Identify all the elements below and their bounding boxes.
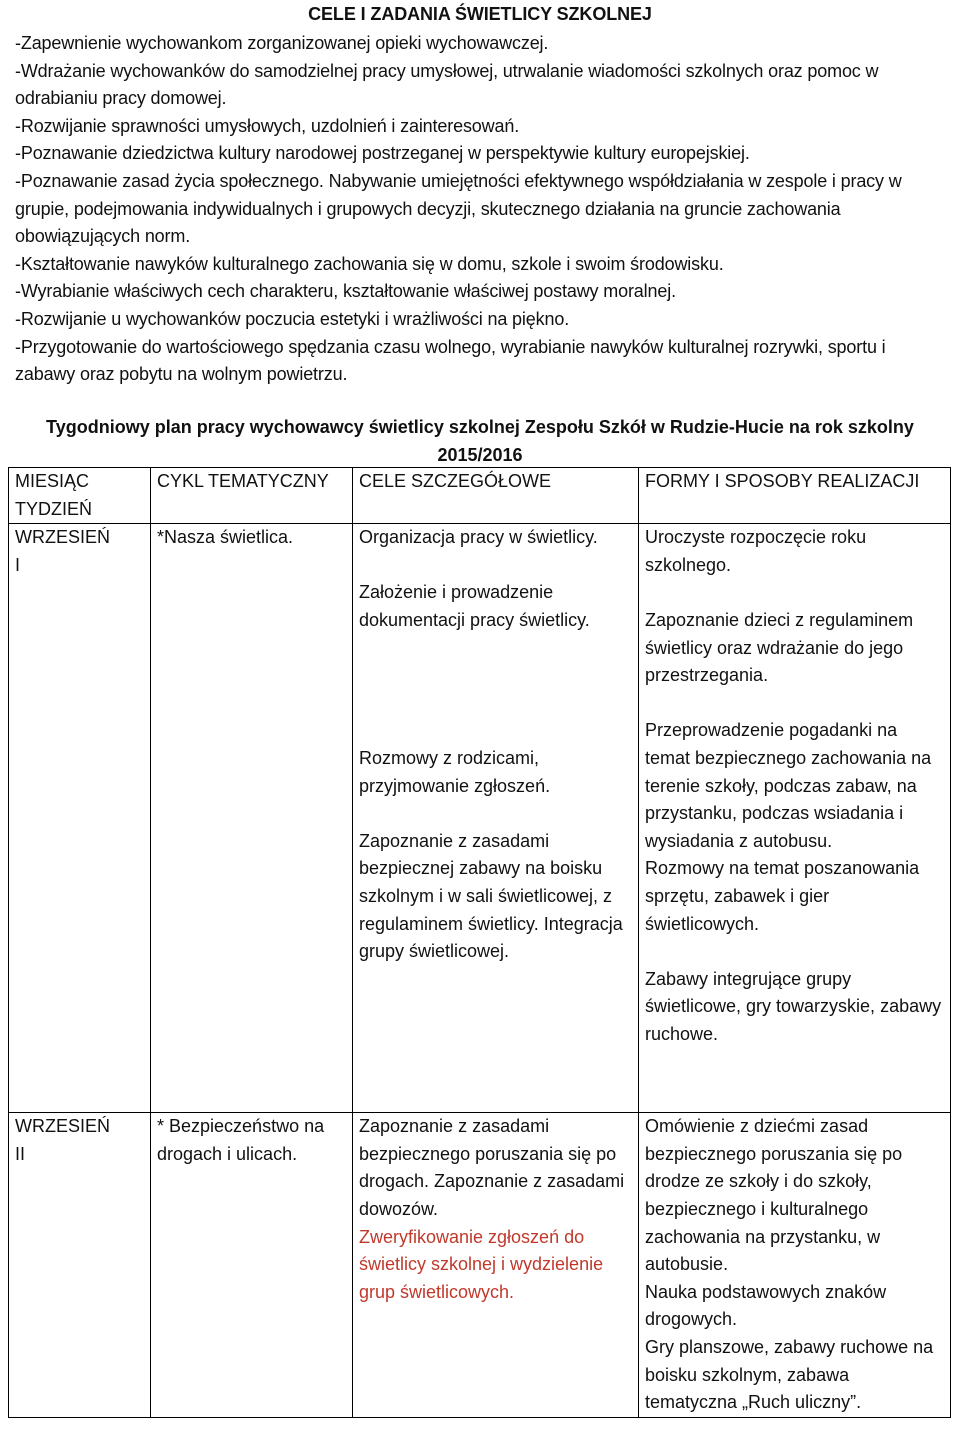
cell-topic [151,524,353,1113]
form-text: Omówienie z dziećmi zasad bezpiecznego poruszania się po drodze ze szkoły i do szkoły, bezpiecznego i kulturalnego zachowania na przystanku, w autobusie. [645,1116,903,1275]
goal-item: -Wdrażanie wychowanków do samodzielnej pracy umysłowej, utrwalanie wiadomości szkolnych oraz pomoc w odrabianiu pracy domowej. [15,60,879,109]
goal-item: -Rozwijanie u wychowanków poczucia estetyki i wrażliwości na piękno. [15,308,570,329]
goal-text: Zapoznanie z zasadami bezpiecznej zabawy na boisku szkolnym i w sali świetlicowej, z regulaminem świetlicy. Integracja grupy świetlicowej. [359,830,623,962]
form-text: Uroczyste rozpoczęcie roku szkolnego. [645,527,867,575]
goal-text: Organizacja pracy w świetlicy. [359,527,598,548]
cell-month-week [9,524,151,1113]
month-label: WRZESIEŃ [15,527,111,548]
cell-goals [353,1113,639,1418]
goal-text: Zapoznanie z zasadami bezpiecznego poruszania się po drogach. Zapoznanie z zasadami dowozów. [359,1116,625,1219]
goal-item: -Wyrabianie właściwych cech charakteru, kształtowanie właściwej postawy moralnej. [15,281,676,302]
header-forms: FORMY I SPOSOBY REALIZACJI [639,468,951,524]
form-text: Zapoznanie dzieci z regulaminem świetlicy oraz wdrażanie do jego przestrzegania. [645,609,914,686]
week-label: II [15,1143,26,1164]
document-title: CELE I ZADANIA ŚWIETLICY SZKOLNEJ [308,4,652,24]
goal-item: -Rozwijanie sprawności umysłowych, uzdolnień i zainteresowań. [15,115,520,136]
goals-list [15,30,950,389]
goal-text: Założenie i prowadzenie dokumentacji pracy świetlicy. [359,582,590,630]
goal-text-highlight: Zweryfikowanie zgłoszeń do świetlicy szkolnej i wydzielenie grup świetlicowych. [359,1226,604,1302]
cell-goals [353,524,639,1113]
goal-item: -Poznawanie zasad życia społecznego. Nabywanie umiejętności efektywnego współdziałania w zespole i pracy w grupie, podejmowania indywidualnych i grupowych decyzji, skutecznego działania na gruncie zachowania obowiązujących norm. [15,170,902,247]
plan-table [8,467,951,1418]
form-text: Przeprowadzenie pogadanki na temat bezpiecznego zachowania na terenie szkoły, podczas zabaw, na przystanku, podczas wsiadania i wysiadania z autobusu. [645,720,932,851]
goal-text: Rozmowy z rodzicami, przyjmowanie zgłoszeń. [359,747,551,796]
goal-item: -Poznawanie dziedzictwa kultury narodowej postrzeganej w perspektywie kultury europejskiej. [15,143,750,164]
table-row [9,524,951,1113]
form-text: Zabawy integrujące grupy świetlicowe, gry towarzyskie, zabawy ruchowe. [645,968,942,1044]
header-month-week: MIESIĄC TYDZIEŃ [9,468,151,524]
cell-month-week [9,1113,151,1418]
topic-label: *Nasza świetlica. [157,527,294,548]
form-text: Gry planszowe, zabawy ruchowe na boisku szkolnym, zabawa tematyczna „Ruch uliczny”. [645,1336,934,1413]
topic-label: * Bezpieczeństwo na drogach i ulicach. [157,1116,325,1164]
goal-item: -Przygotowanie do wartościowego spędzania czasu wolnego, wyrabianie nawyków kulturalnej rozrywki, sportu i zabawy oraz pobytu na wolnym powietrzu. [15,336,886,385]
cell-topic [151,1113,353,1418]
month-label: WRZESIEŃ [15,1116,111,1137]
form-text: Nauka podstawowych znaków drogowych. [645,1281,887,1330]
form-text: Rozmowy na temat poszanowania sprzętu, zabawek i gier świetlicowych. [645,858,920,934]
plan-title: Tygodniowy plan pracy wychowawcy świetlicy szkolnej Zespołu Szkół w Rudzie-Hucie na rok szkolny 2015/2016 [46,417,914,465]
header-topic: CYKL TEMATYCZNY [151,468,353,524]
cell-forms [639,524,951,1113]
header-goals: CELE SZCZEGÓŁOWE [353,468,639,524]
goal-item: -Zapewnienie wychowankom zorganizowanej opieki wychowawczej. [15,33,549,53]
table-row [9,1113,951,1418]
goal-item: -Kształtowanie nawyków kulturalnego zachowania się w domu, szkole i swoim środowisku. [15,253,724,274]
table-header-row [9,468,951,524]
week-label: I [15,554,21,575]
cell-forms [639,1113,951,1418]
